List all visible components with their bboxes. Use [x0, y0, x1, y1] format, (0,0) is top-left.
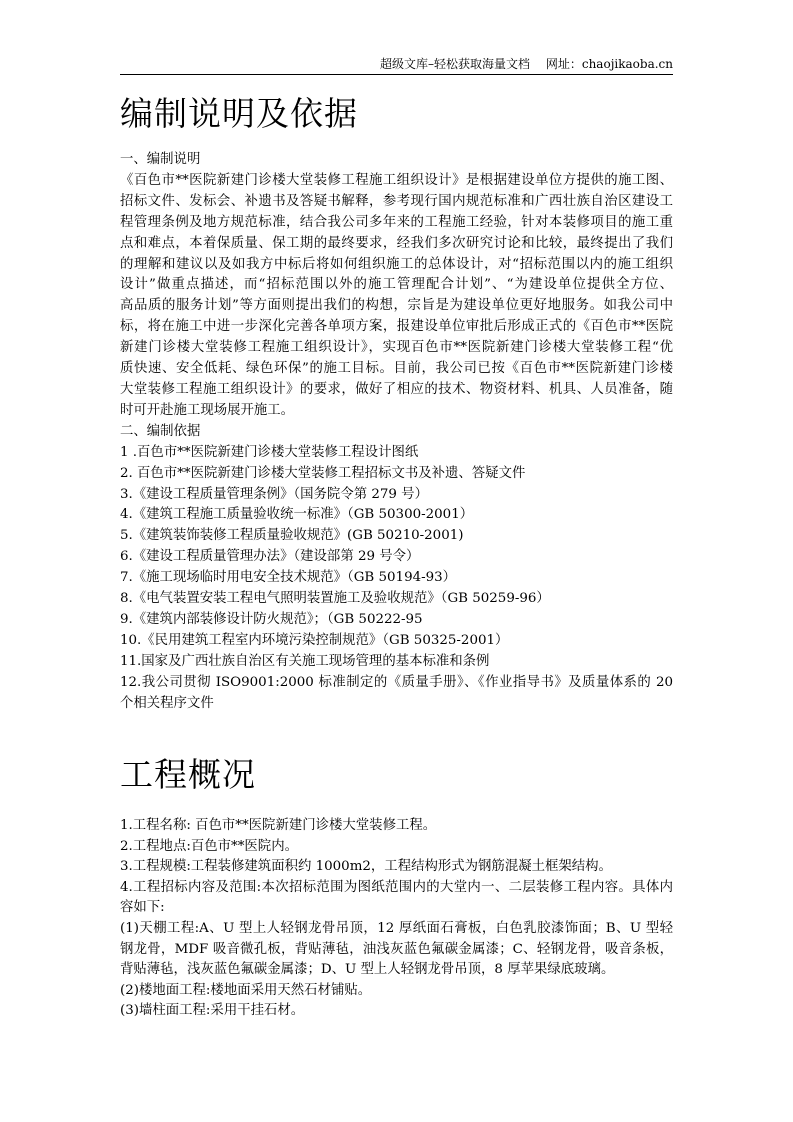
- paragraph-line: 的理解和建议以及如我方中标后将如何组织施工的总体设计，对“招标范围以内的施工组织: [120, 256, 673, 272]
- description-paragraph: [120, 171, 673, 422]
- paragraph-line: 《百色市**医院新建门诊楼大堂装修工程施工组织设计》是根据建设单位方提供的施工图、: [120, 172, 673, 188]
- paragraph-line: 质快速、安全低耗、绿色环保”的施工目标。目前，我公司已按《百色市**医院新建门诊楼: [120, 361, 673, 377]
- paragraph-line: 程管理条例及地方规范标准，结合我公司多年来的工程施工经验，针对本装修项目的施工重: [120, 214, 673, 230]
- paragraph-line: 招标文件、发标会、补遗书及答疑书解释，参考现行国内规范标准和广西壮族自治区建设工: [120, 193, 673, 209]
- list-item: 1.工程名称: 百色市**医院新建门诊楼大堂装修工程。: [120, 818, 437, 833]
- subheading-basis: 二、编制依据: [120, 423, 201, 439]
- paragraph-line: 新建门诊楼大堂装修工程施工组织设计》，实现百色市**医院新建门诊楼大堂装修工程“优: [120, 340, 673, 356]
- list-item: (1)天棚工程:A、U 型上人轻钢龙骨吊顶，12 厚纸面石膏板，白色乳胶漆饰面；B、U 型轻: [120, 920, 673, 936]
- list-item: 1 .百色市**医院新建门诊楼大堂装修工程设计图纸: [120, 444, 419, 460]
- overview-list: [120, 816, 673, 1022]
- basis-list: [120, 443, 673, 715]
- list-item: 6.《建设工程质量管理办法》（建设部第 29 号令）: [120, 549, 420, 565]
- list-item: 钢龙骨，MDF 吸音微孔板，背贴薄毡，油浅灰蓝色氟碳金属漆；C、轻钢龙骨，吸音条板，: [120, 941, 673, 957]
- paragraph-line: 时可开赴施工现场展开施工。: [120, 402, 295, 418]
- list-item: 5.《建筑装饰装修工程质量验收规范》(GB 50210-2001): [120, 528, 464, 544]
- section-basis-body: [120, 150, 673, 714]
- list-item: 10.《民用建筑工程室内环境污染控制规范》（GB 50325-2001）: [120, 632, 509, 648]
- list-item: 12.我公司贯彻 ISO9001:2000 标准制定的《质量手册》、《作业指导书》及质量体系的 20: [120, 674, 673, 690]
- paragraph-line: 标，将在施工中进一步深化完善各单项方案，报建设单位审批后形成正式的《百色市**医院: [120, 319, 673, 335]
- section-title-basis: 编制说明及依据: [120, 94, 358, 133]
- paragraph-line: 高品质的服务计划”等方面则提出我们的构想，宗旨是为建设单位更好地服务。如我公司中: [120, 298, 673, 314]
- page-header: 超级文库–轻松获取海量文档 网址：chaojikaoba.cn: [380, 57, 673, 71]
- list-item: 8.《电气装置安装工程电气照明装置施工及验收规范》（GB 50259-96）: [120, 591, 550, 607]
- list-item: (2)楼地面工程:楼地面采用天然石材铺贴。: [120, 982, 372, 998]
- list-item: 11.国家及广西壮族自治区有关施工现场管理的基本标准和条例: [120, 653, 490, 669]
- section-title-overview: 工程概况: [120, 755, 256, 794]
- list-item: 4.工程招标内容及范围:本次招标范围为图纸范围内的大堂内一、二层装修工程内容。具体内: [120, 879, 673, 895]
- list-item: 2.工程地点:百色市**医院内。: [120, 838, 298, 854]
- section-overview-body: [120, 816, 673, 1022]
- list-item: 2. 百色市**医院新建门诊楼大堂装修工程招标文书及补遗、答疑文件: [120, 465, 526, 481]
- list-item: 7.《施工现场临时用电安全技术规范》（GB 50194-93）: [120, 570, 457, 586]
- list-item: 3.《建设工程质量管理条例》（国务院令第 279 号）: [120, 486, 428, 502]
- list-item: 3.工程规模:工程装修建筑面积约 1000m2，工程结构形式为钢筋混凝土框架结构。: [120, 859, 612, 875]
- list-item: 背贴薄毡，浅灰蓝色氟碳金属漆；D、U 型上人轻钢龙骨吊顶，8 厚苹果绿底玻璃。: [120, 962, 615, 978]
- header-rule: [120, 74, 673, 75]
- paragraph-line: 设计”做重点描述，而“招标范围以外的施工管理配合计划”、“为建设单位提供全方位、: [120, 277, 673, 293]
- list-item: 个相关程序文件: [120, 695, 214, 711]
- subheading-description: 一、编制说明: [120, 152, 201, 167]
- paragraph-line: 点和难点，本着保质量、保工期的最终要求，经我们多次研究讨论和比较，最终提出了我们: [120, 235, 673, 251]
- list-item: (3)墙柱面工程:采用干挂石材。: [120, 1003, 305, 1019]
- paragraph-line: 大堂装修工程施工组织设计》的要求，做好了相应的技术、物资材料、机具、人员准备，随: [120, 381, 673, 397]
- list-item: 容如下:: [120, 900, 165, 916]
- list-item: 4.《建筑工程施工质量验收统一标准》（GB 50300-2001）: [120, 507, 474, 523]
- list-item: 9.《建筑内部装修设计防火规范》；（GB 50222-95: [120, 611, 423, 627]
